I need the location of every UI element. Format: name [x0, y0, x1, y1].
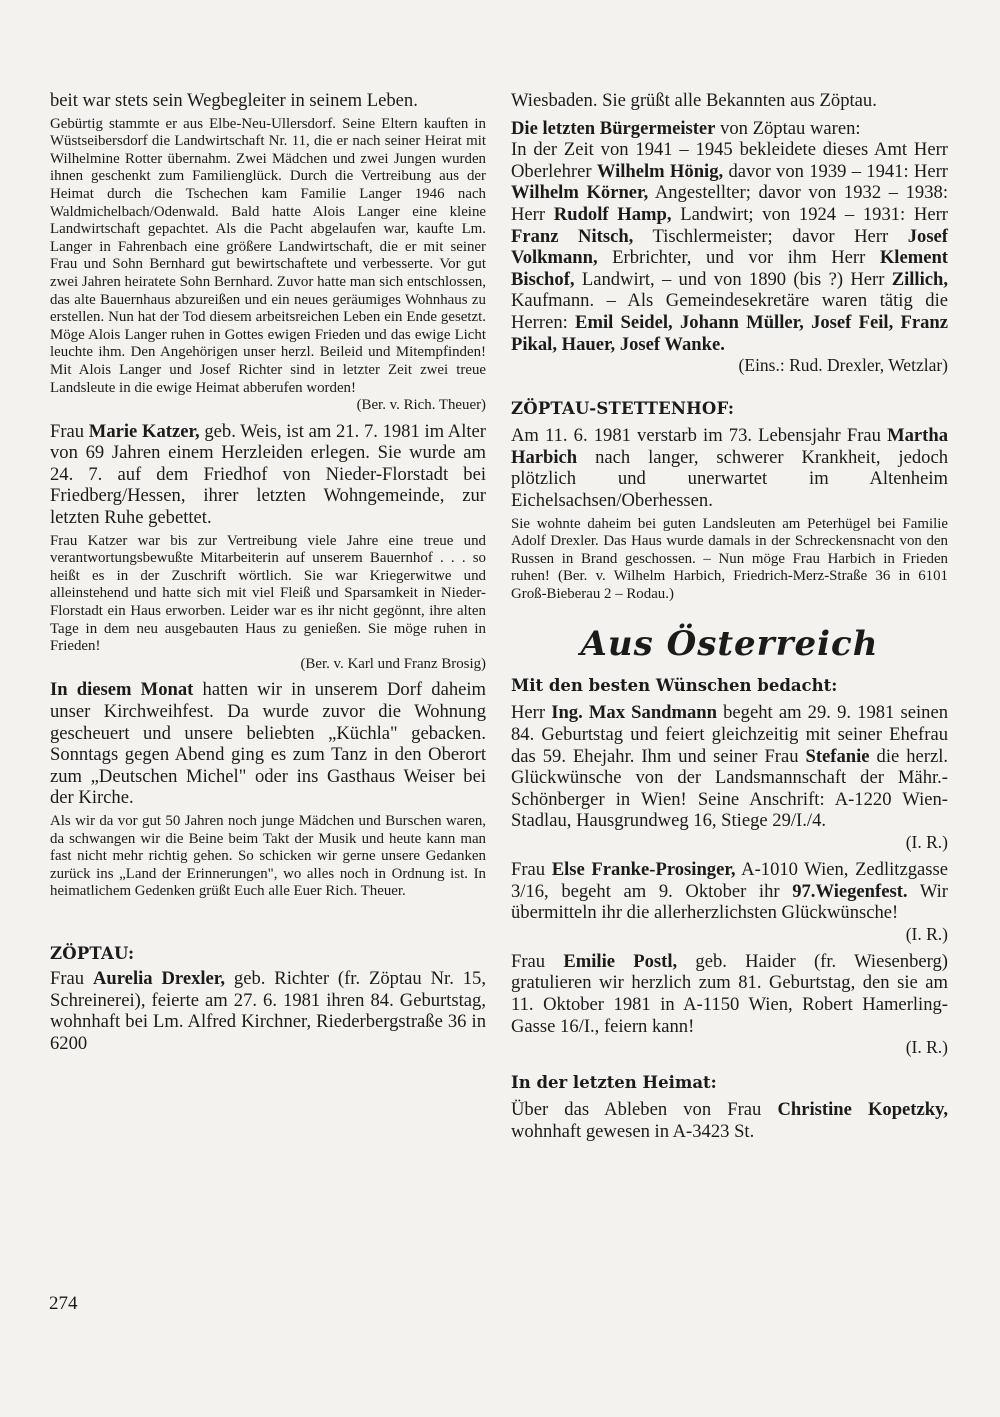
paragraph-katzer-details: Frau Katzer war bis zur Vertreibung viele Jahre eine treue und verantwortungsbewußte Mitarbeiterin auf unserem Bauernhof . . . so heißt es in der Zuschrift wörtlich. Sie war Kriegerwitwe und alleinstehend und hatte sich mit viel Fleiß und Sparsamkeit in Nieder-Florstadt ein Haus erworben. Leider war es ihr nicht gegönnt, ihre alten Tage in dem neu ausgebauten Haus zu genießen. Sie möge ruhen in Frieden!: [50, 532, 486, 655]
paragraph-harbich-details: Sie wohnte daheim bei guten Landsleuten am Peterhügel bei Familie Adolf Drexler. Das Haus wurde damals in der Schreckensnacht von den Russen in Brand geschossen. – Nun möge Frau Harbich in Frieden ruhen! (Ber. v. Wilhelm Harbich, Friedrich-Merz-Straße 36 in 6101 Groß-Bieberau 2 – Rodau.): [511, 515, 948, 602]
text: Kaufmann. – Als Gemeindesekretäre waren tätig die Herren:: [511, 290, 948, 333]
paragraph-postl-birthday: [511, 951, 948, 1037]
paragraph-harbich-obituary: [511, 425, 948, 511]
name-emilie-postl: Emilie Postl,: [563, 950, 678, 972]
text: Landwirt, – und von 1890 (bis ?) Herr: [574, 268, 892, 290]
heading-zoeptau: ZÖPTAU:: [50, 943, 135, 963]
signature-ir-2: (I. R.): [905, 923, 948, 944]
paragraph-memories: Als wir da vor gut 50 Jahren noch junge Mädchen und Burschen waren, da schwangen wir die Beine beim Takt der Musik und heute kann man fast nicht mehr richtig gehen. So schicken wir gerne unsere Gedanken zurück ins „Land der Erinnerungen", wo alles noch in Ordnung ist. In heimatlichem Gedenken grüßt Euch alle Euer Rich. Theuer.: [50, 812, 486, 900]
paragraph-kirchweihfest: [50, 679, 486, 809]
name-marie-katzer: Marie Katzer,: [88, 420, 200, 442]
name-bischof: Klement Bischof,: [511, 247, 948, 290]
names-secretaries: Emil Seidel, Johann Müller, Josef Feil, Franz Pikal, Hauer, Josef Wanke.: [511, 311, 948, 355]
paragraph-companion: beit war stets sein Wegbegleiter in seinem Leben.: [50, 90, 418, 111]
text: Frau: [511, 859, 552, 881]
paragraph-kopetzky: [511, 1099, 948, 1142]
name-max-sandmann: Ing. Max Sandmann: [551, 702, 717, 724]
text: wohnhaft gewesen in A-3423 St.: [511, 1120, 755, 1142]
name-hoenig: Wilhelm Hönig,: [596, 160, 724, 182]
heading-last-home: In der letzten Heimat:: [511, 1073, 717, 1093]
name-martha-harbich: Martha Harbich: [511, 425, 948, 468]
signature-brosig: (Ber. v. Karl und Franz Brosig): [300, 655, 486, 672]
text: Tischlermeister; davor Herr: [633, 225, 908, 247]
lead-in-buergermeister: Die letzten Bürgermeister: [511, 117, 716, 139]
left-column: [50, 90, 486, 1054]
signature-rud-drexler: (Eins.: Rud. Drexler, Wetzlar): [738, 355, 948, 376]
paragraph-franke-prosinger: [511, 859, 948, 924]
name-nitsch: Franz Nitsch,: [511, 225, 634, 247]
paragraph-sandmann-birthday: [511, 702, 948, 832]
text: Wir übermitteln ihr die allerherzlichsten Glückwünsche!: [511, 880, 948, 924]
lead-in-diesem-monat: In diesem Monat: [50, 679, 194, 701]
paragraph-mayors-intro: [511, 118, 948, 140]
signature-ir-1: (I. R.): [905, 832, 948, 853]
name-hamp: Rudolf Hamp,: [553, 203, 672, 225]
paragraph-langer-biography: Gebürtig stammte er aus Elbe-Neu-Ullersdorf. Seine Eltern kauften in Wüstseibersdorf die Landwirtschaft Nr. 11, die er nach seiner Heirat mit Wilhelmine Rotter übernahm. Zwei Mädchen und zwei Jungen wurden ihnen geschenkt zum Familienglück. Durch die Vertreibung aus der Heimat durch die Tschechen kam Familie Langer 1946 nach Waldmichelbach/Odenwald. Bald hatte Alois Langer eine kleine Landwirtschaft gepachtet. Als die Pacht abgelaufen war, kaufte Lm. Langer in Fahrenbach eine größere Landwirtschaft, die er mit seiner Frau und Sohn Bernhard gut bewirtschaftete und verbesserte. Vor gut zwei Jahren heiratete Sohn Bernhard. Zuvor hatte man sich entschlossen, das alte Bauernhaus abzureißen und ein neues geräumiges Wohnhaus zu erstellen. Nun hat der Tod diesem arbeitsreichen Leben ein Ende gesetzt. Möge Alois Langer ruhen in Gottes ewigen Frieden und das ewige Licht leuchte ihm. Den Angehörigen unser herzl. Beileid und Mitempfinden! Mit Alois Langer und Josef Richter sind in letzter Zeit zwei treue Landsleute in die ewige Heimat abberufen worden!: [50, 115, 486, 396]
text: geb. Haider (fr. Wiesenberg) gratulieren wir herzlich zum 81. Geburtstag, den sie am 11. Oktober 1981 in A-1150 Wien, Robert Hamerling-Gasse 16/I., feiern kann!: [511, 950, 948, 1037]
text-97-wiegenfest: 97.Wiegenfest.: [792, 880, 908, 902]
text: Über das Ableben von Frau: [511, 1099, 778, 1121]
paragraph-katzer-obituary: [50, 421, 486, 529]
name-koerner: Wilhelm Körner,: [511, 182, 649, 204]
text: die herzl. Glückwünsche von der Landsmannschaft der Mähr.-Schönberger in Wien! Seine Anschrift: A-1220 Wien-Stadlau, Hausgrundweg 16, Stiege 29/I./4.: [511, 745, 949, 832]
signature-theuer: (Ber. v. Rich. Theuer): [356, 397, 486, 414]
name-zillich: Zillich,: [891, 268, 948, 290]
text: Frau: [50, 967, 93, 989]
paragraph-wiesbaden: Wiesbaden. Sie grüßt alle Bekannten aus Zöptau.: [511, 90, 877, 111]
heading-aus-oesterreich: Aus Österreich: [580, 624, 879, 665]
name-aurelia-drexler: Aurelia Drexler,: [93, 967, 225, 989]
name-christine-kopetzky: Christine Kopetzky,: [777, 1099, 948, 1121]
text: nach langer, schwerer Krankheit, jedoch plötzlich und unerwartet im Altenheim Eichelsachsen/Oberhessen.: [511, 446, 948, 511]
text: hatten wir in unserem Dorf daheim unser Kirchweihfest. Da wurde zuvor die Wohnung gescheuert und unsere beliebten „Küchla" gebacken. Sonntags gegen Abend ging es zum Tanz in den Oberort zum „Deutschen Michel" oder ins Gasthaus Weiser bei der Kirche.: [50, 679, 486, 809]
name-stefanie: Stefanie: [805, 745, 870, 767]
text: A-1010 Wien, Zedlitzgasse 3/16, begeht am 9. Oktober ihr: [511, 859, 949, 902]
text: Erbrichter, und vor ihm Herr: [597, 247, 880, 269]
right-column: [511, 90, 948, 1142]
text: In der Zeit von 1941 – 1945 bekleidete dieses Amt Herr Oberlehrer: [511, 139, 948, 182]
paragraph-drexler-birthday: [50, 968, 486, 1054]
text: Herr: [511, 702, 552, 724]
heading-best-wishes: Mit den besten Wünschen bedacht:: [511, 676, 838, 696]
text: begeht am 29. 9. 1981 seinen 84. Geburtstag und feiert gleichzeitig mit seiner Ehefrau das 59. Ehejahr. Ihm und seiner Frau: [511, 702, 949, 767]
text: Am 11. 6. 1981 verstarb im 73. Lebensjahr Frau: [511, 425, 888, 447]
name-else-franke-prosinger: Else Franke-Prosinger,: [551, 859, 736, 881]
signature-ir-3: (I. R.): [905, 1037, 948, 1058]
text: geb. Weis, ist am 21. 7. 1981 im Alter von 69 Jahren einem Herzleiden erlegen. Sie wurde am 24. 7. auf dem Friedhof von Nieder-Florstadt bei Friedberg/Hessen, ihrer letzten Wohngemeinde, zur letzten Ruhe gebettet.: [50, 420, 486, 529]
heading-zoeptau-stettenhof: ZÖPTAU-STETTENHOF:: [511, 399, 735, 419]
text: geb. Richter (fr. Zöptau Nr. 15, Schreinerei), feierte am 27. 6. 1981 ihren 84. Geburtstag, wohnhaft bei Lm. Alfred Kirchner, Riederbergstraße 36 in 6200: [50, 967, 486, 1054]
text: Angestellter; davor von 1932 – 1938: Herr: [511, 182, 948, 225]
paragraph-mayors-list: [511, 139, 948, 355]
page-number: 274: [49, 1293, 78, 1314]
text: davor von 1939 – 1941: Herr: [723, 160, 948, 182]
text: von Zöptau waren:: [715, 117, 861, 139]
text: Frau: [50, 420, 89, 442]
name-volkmann: Josef Volkmann,: [511, 225, 948, 269]
text: Landwirt; von 1924 – 1931: Herr: [671, 203, 948, 225]
text: Frau: [511, 950, 564, 972]
